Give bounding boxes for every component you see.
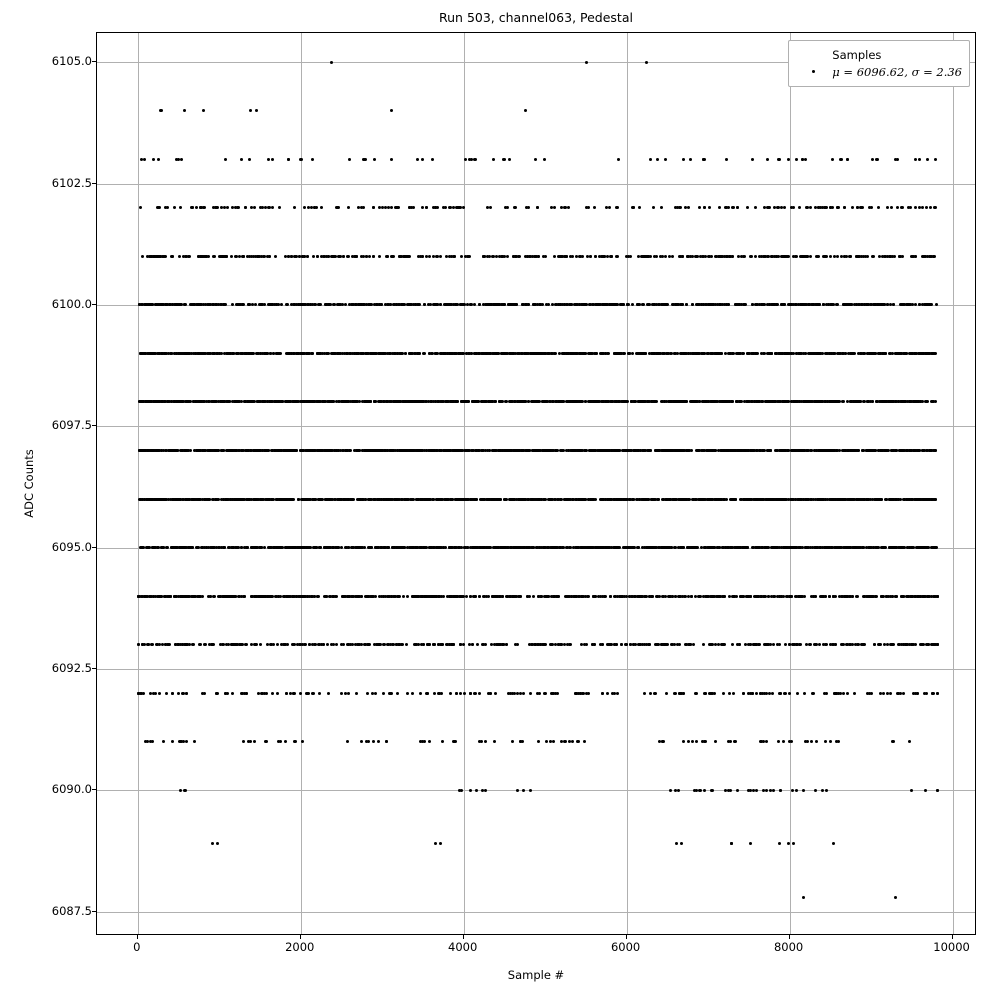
- x-tick-label: 4000: [448, 940, 478, 954]
- legend-label-stats: μ = 6096.62, σ = 2.36: [832, 64, 962, 79]
- x-tick-label: 8000: [773, 940, 804, 954]
- legend: [788, 40, 970, 87]
- y-tickmark: [92, 183, 96, 184]
- x-axis-label: Sample #: [507, 968, 565, 982]
- legend-marker-dot: [796, 70, 830, 74]
- page-title: Run 503, channel063, Pedestal: [439, 10, 633, 25]
- legend-entry-stats: [796, 63, 962, 80]
- y-tick-label: 6105.0: [51, 54, 92, 69]
- y-tick-label: 6100.0: [51, 296, 92, 311]
- y-tickmark: [92, 789, 96, 790]
- y-tick-label: 6090.0: [51, 782, 92, 797]
- x-tick-label: 10000: [933, 940, 970, 954]
- y-tick-label: 6087.5: [51, 903, 92, 918]
- x-tick-label: 0: [133, 940, 141, 954]
- legend-entry-title: [796, 46, 962, 63]
- x-tick-label: 2000: [285, 940, 315, 954]
- x-tickmark: [463, 935, 464, 939]
- y-axis-label: ADC Counts: [22, 449, 36, 518]
- y-tickmark: [92, 668, 96, 669]
- scatter-dot-icon: [812, 70, 816, 74]
- x-tickmark: [789, 935, 790, 939]
- x-tick-label: 6000: [610, 940, 641, 954]
- y-tick-label: 6095.0: [51, 539, 92, 554]
- y-tickmark: [92, 304, 96, 305]
- y-tick-label: 6097.5: [51, 418, 92, 433]
- y-tickmark: [92, 61, 96, 62]
- x-tickmark: [626, 935, 627, 939]
- y-tick-label: 6102.5: [51, 175, 92, 190]
- scatter-series-samples: [97, 33, 975, 934]
- y-tickmark: [92, 547, 96, 548]
- legend-label-samples: Samples: [832, 47, 882, 62]
- plot-axes: [96, 32, 976, 935]
- x-tickmark: [300, 935, 301, 939]
- y-tickmark: [92, 911, 96, 912]
- x-tickmark: [952, 935, 953, 939]
- y-tickmark: [92, 425, 96, 426]
- y-tick-label: 6092.5: [51, 660, 92, 675]
- x-tickmark: [137, 935, 138, 939]
